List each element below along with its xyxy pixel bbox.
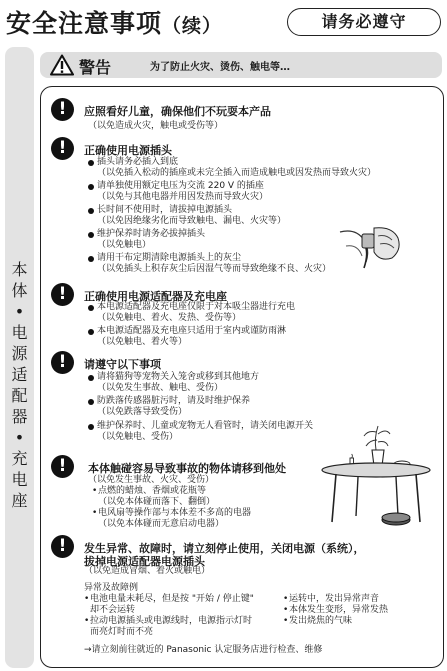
exclamation-icon: ! — [51, 283, 74, 306]
warning-subtitle: 为了防止火灾、烫伤、触电等… — [150, 62, 290, 73]
table-vase-robot-illustration — [318, 424, 438, 532]
bullet-icon — [88, 329, 94, 335]
must-follow-pill: 请务必遵守 — [287, 8, 441, 36]
bullet-icon — [88, 208, 94, 214]
exclamation-icon: ! — [51, 351, 74, 374]
exclamation-icon: ! — [51, 98, 74, 121]
list-item: 发出烧焦的气味 — [289, 616, 353, 626]
list-item-note: （以免与其他电器并用因发热而导致火灾） — [97, 192, 269, 202]
list-item: 插头请务必插入到底 — [97, 157, 179, 167]
list-item: 请将猫狗等宠物关入笼舍或移到其他地方 — [97, 372, 260, 382]
list-item-note: （以免本体碰而无意启动电器） — [98, 519, 225, 529]
section-heading-line2: 拔掉电源适配器电源插头 — [84, 555, 205, 568]
list-item-note: （以免触电、着火、发热、受伤等） — [97, 313, 242, 323]
side-vertical-label: 本 体 • 电 源 适 配 器 • 充 电 座 — [11, 260, 28, 510]
exclamation-icon: ! — [51, 535, 74, 558]
list-item-note: （以免触电、着火等） — [97, 337, 188, 347]
section-heading: 应照看好儿童，确保他们不玩耍本产品 — [84, 105, 271, 118]
bullet-icon — [88, 375, 94, 381]
hand-pulling-plug-illustration — [336, 222, 408, 270]
list-item: 电池电量未耗尽，但是按 "开始 / 停止键" — [90, 594, 254, 604]
list-item-note: （以免跌落导致受伤） — [97, 407, 188, 417]
section-heading: 正确使用电源插头 — [84, 144, 172, 157]
service-footer-note: →请立刻前往就近的 Panasonic 认定服务店进行检查、维修 — [84, 645, 323, 655]
list-item-note: （以免因绝缘劣化而导致触电、漏电、火灾等） — [97, 216, 287, 226]
list-item: 点燃的蜡烛、香烟或花瓶等 — [98, 486, 207, 496]
section-note: （以免造成火灾，触电或受伤等） — [88, 121, 224, 131]
bullet-icon — [88, 305, 94, 311]
examples-subheading: 异常及故障例 — [84, 583, 139, 593]
list-item: 维护保养时、儿童或宠物无人看管时，请关闭电源开关 — [97, 421, 314, 431]
list-item: 拉动电源插头或电源线时，电源指示灯时 — [90, 616, 253, 626]
list-item: 本体发生变形，异常发热 — [289, 605, 389, 615]
list-item-note: （以免插入松动的插座或未完全插入而造成触电或因发热而导致火灾） — [97, 168, 377, 178]
section-heading: 正确使用电源适配器及充电座 — [84, 290, 227, 303]
exclamation-icon: ! — [51, 137, 74, 160]
warning-triangle-icon — [50, 54, 74, 76]
bullet-icon — [88, 160, 94, 166]
page-header — [0, 0, 447, 40]
section-heading: 本体触碰容易导致事故的物体请移到他处 — [88, 462, 286, 475]
list-item: 长时间不使用时，请拔掉电源插头 — [97, 205, 233, 215]
exclamation-icon: ! — [51, 455, 74, 478]
list-item-cont: 却不会运转 — [90, 605, 136, 615]
list-item: 维护保养时请务必拔掉插头 — [97, 229, 206, 239]
side-strip — [5, 47, 34, 668]
list-item-cont: 而亮灯时而不亮 — [90, 627, 154, 637]
list-item: 电风扇等操作部与本体差不多高的电器 — [98, 508, 252, 518]
list-item-note: （以免发生事故、触电、受伤） — [97, 383, 224, 393]
list-item-note: （以免触电、受伤） — [97, 432, 179, 442]
list-item-note: （以免插头上积存灰尘后因湿气等而导致绝缘不良、火灾） — [97, 264, 332, 274]
bullet-icon — [88, 256, 94, 262]
list-item: 请单独使用额定电压为交流 220 V 的插座 — [97, 181, 264, 191]
page-title: 安全注意事项（续） — [6, 9, 223, 38]
list-item: 本电源适配器及充电座只适用于室内或谨防雨淋 — [97, 326, 287, 336]
list-item: 运转中，发出异常声音 — [289, 594, 380, 604]
section-heading: 请遵守以下事项 — [84, 358, 161, 371]
bullet-icon — [88, 424, 94, 430]
section-note: （以免发生事故、火灾、受伤） — [88, 475, 215, 485]
section-heading: 发生异常、故障时，请立刻停止使用，关闭电源（系统）， — [84, 542, 365, 555]
bullet-icon — [88, 399, 94, 405]
warning-label: 警告 — [79, 58, 112, 77]
list-item: 请用干布定期清除电源插头上的灰尘 — [97, 253, 242, 263]
list-item: 本电源适配器及充电座仅限于对本吸尘器进行充电 — [97, 302, 296, 312]
warning-bar — [40, 52, 442, 78]
bullet-icon — [88, 232, 94, 238]
bullet-icon — [88, 184, 94, 190]
continued-label: （续） — [162, 15, 223, 37]
list-item: 防跌落传感器脏污时，请及时维护保养 — [97, 396, 251, 406]
list-item-note: （以免触电） — [97, 240, 152, 250]
list-item-note: （以免本体碰而落下、翻倒） — [98, 497, 216, 507]
section-note: （以免造成冒烟、着火或触电） — [84, 566, 211, 576]
